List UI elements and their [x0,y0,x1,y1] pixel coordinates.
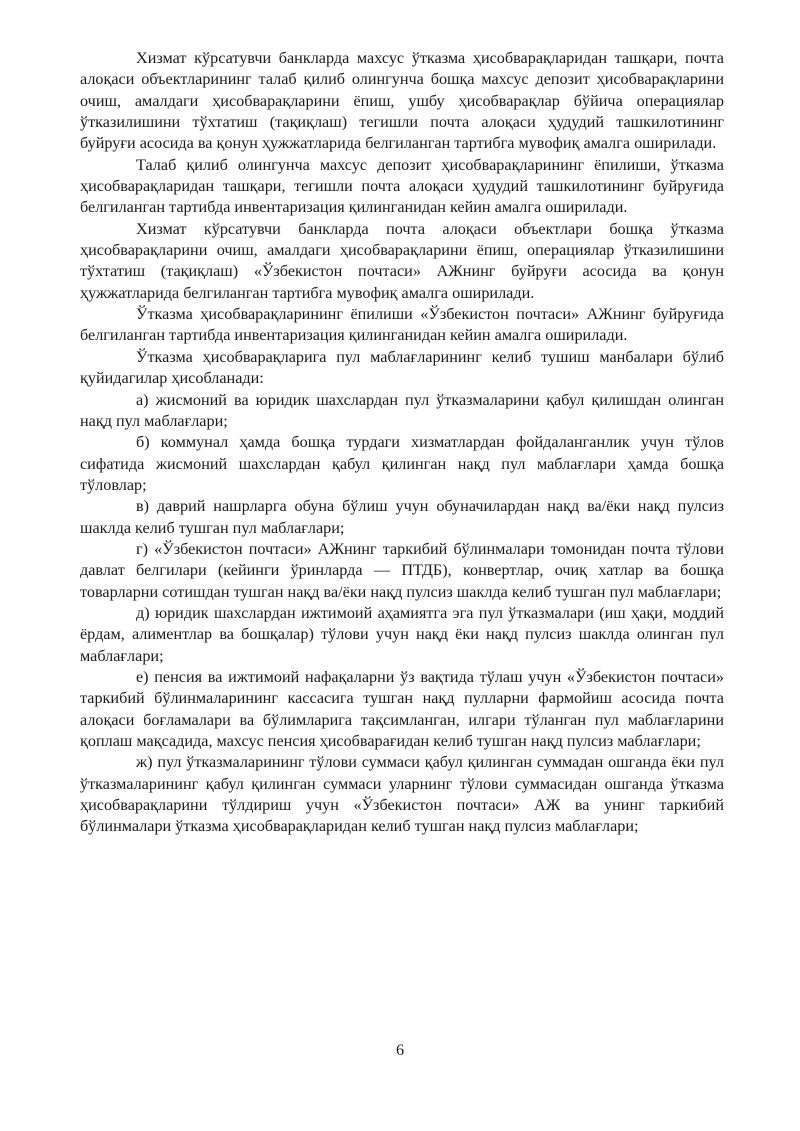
list-item: б) коммунал ҳамда бошқа турдаги хизматлардан фойдаланганлик учун тўлов сифатида жисмоний шахслардан қабул қилинган нақд пул маблағлари ҳамда бошқа тўловлар; [80,433,724,494]
document-body [80,48,724,838]
page-number: 6 [395,1041,405,1059]
list-item: г) «Ўзбекистон почтаси» АЖнинг таркибий бўлинмалари томонидан почта тўлови давлат белгилари (кейинги ўринларда — ПТДБ), конвертлар, очиқ хатлар ва бошқа товарларни сотишдан тушган нақд ва/ёки нақд пулсиз шаклда келиб тушган пул маблағлари; [80,539,724,601]
list-item: д) юридик шахслардан ижтимоий аҳамиятга эга пул ўтказмалари (иш ҳақи, моддий ёрдам, алиментлар ва бошқалар) тўлови учун нақд ёки нақд пулсиз шаклда олинган пул маблағлари; [80,603,724,665]
paragraph: Хизмат кўрсатувчи банкларда почта алоқаси объектлари бошқа ўтказма ҳисобварақларини очиш, амалдаги ҳисобварақларини ёпиш, операциялар ўтказилишини тўхтатиш (тақиқлаш) «Ўзбекистон почтаси» АЖнинг буйруғи асосида ва қонун ҳужжатларида белгиланган тартибга мувофиқ амалга оширилади. [80,219,724,302]
paragraph: Ўтказма ҳисобварақларининг ёпилиши «Ўзбекистон почтаси» АЖнинг буйруғида белгиланган тартибда инвентаризация қилинганидан кейин амалга оширилади. [80,305,724,345]
list-item: в) даврий нашрларга обуна бўлиш учун обуначилардан нақд ва/ёки нақд пулсиз шаклда келиб тушган пул маблағлари; [80,497,724,537]
paragraph: Хизмат кўрсатувчи банкларда махсус ўтказма ҳисобварақларидан ташқари, почта алоқаси объектларининг талаб қилиб олингунча бошқа махсус депозит ҳисобварақларини очиш, амалдаги ҳисобварақларини ёпиш, ушбу ҳисобварақлар бўйича операциялар ўтказилишини тўхтатиш (тақиқлаш) тегишли почта алоқаси ҳудудий ташкилотининг буйруғи асосида ва қонун ҳужжатларида белгиланган тартибга мувофиқ амалга оширилади. [80,49,724,153]
paragraph: Талаб қилиб олингунча махсус депозит ҳисобварақларининг ёпилиши, ўтказма ҳисобварақларидан ташқари, тегишли почта алоқаси ҳудудий ташкилотининг буйруғида белгиланган тартибда инвентаризация қилинганидан кейин амалга оширилади. [80,155,724,217]
list-item: е) пенсия ва ижтимоий нафақаларни ўз вақтида тўлаш учун «Ўзбекистон почтаси» таркибий бўлинмаларининг кассасига тушган нақд пулларни фармойиш асосида почта алоқаси боғламалари ва бўлимларига тақсимланган, илгари тўланган пул маблағларини қоплаш мақсадида, махсус пенсия ҳисобварағидан келиб тушган нақд пулсиз маблағлари; [80,667,724,750]
list-item: а) жисмоний ва юридик шахслардан пул ўтказмаларини қабул қилишдан олинган нақд пул маблағлари; [80,390,724,430]
paragraph: Ўтказма ҳисобварақларига пул маблағларининг келиб тушиш манбалари бўлиб қуйидагилар ҳисобланади: [80,347,724,388]
list-item: ж) пул ўтказмаларининг тўлови суммаси қабул қилинган суммадан ошганда ёки пул ўтказмаларининг қабул қилинган суммаси уларнинг тўлови суммасидан ошганда ўтказма ҳисобварақларини тўлдириш учун «Ўзбекистон почтаси» АЖ ва унинг таркибий бўлинмалари ўтказма ҳисобварақларидан келиб тушган нақд пулсиз маблағлари; [80,753,724,836]
